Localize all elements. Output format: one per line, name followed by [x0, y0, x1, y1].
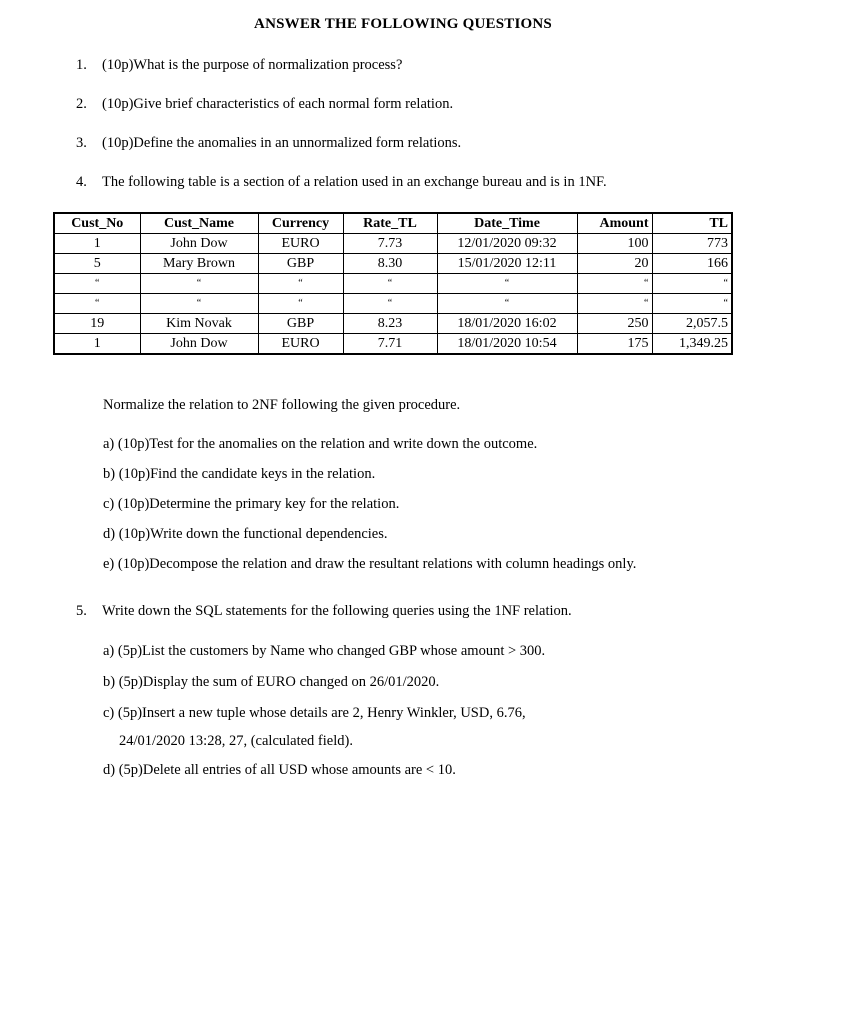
- q5-item-a: a) (5p)List the customers by Name who changed GBP whose amount > 300.: [103, 643, 546, 659]
- table-cell: John Dow: [140, 234, 258, 254]
- page-title: ANSWER THE FOLLOWING QUESTIONS: [254, 16, 552, 32]
- table-row-ditto: [54, 294, 732, 314]
- column-header: TL: [652, 213, 732, 234]
- q4-item-e: e) (10p)Decompose the relation and draw the resultant relations with column headings only.: [103, 556, 637, 572]
- ditto-mark: “: [258, 294, 343, 314]
- table-cell: John Dow: [140, 334, 258, 355]
- ditto-mark: “: [652, 294, 732, 314]
- question-text: Write down the SQL statements for the following queries using the 1NF relation.: [102, 603, 572, 619]
- question-text: (10p)Give brief characteristics of each normal form relation.: [102, 96, 454, 112]
- table-row: [54, 234, 732, 254]
- table-row: [54, 334, 732, 355]
- table-cell: 100: [577, 234, 652, 254]
- table-cell: 166: [652, 254, 732, 274]
- table-cell: 2,057.5: [652, 314, 732, 334]
- table-cell: 15/01/2020 12:11: [437, 254, 577, 274]
- ditto-mark: “: [652, 274, 732, 294]
- q4-item-b: b) (10p)Find the candidate keys in the relation.: [103, 466, 376, 482]
- table-cell: 1,349.25: [652, 334, 732, 355]
- question-number: 4.: [76, 174, 87, 190]
- column-header: Amount: [577, 213, 652, 234]
- question-number: 1.: [76, 57, 87, 73]
- column-header: Rate_TL: [343, 213, 437, 234]
- ditto-mark: “: [258, 274, 343, 294]
- question-number: 2.: [76, 96, 87, 112]
- column-header: Date_Time: [437, 213, 577, 234]
- table-cell: EURO: [258, 334, 343, 355]
- q5-item-b: b) (5p)Display the sum of EURO changed on 26/01/2020.: [103, 674, 440, 690]
- question-number: 5.: [76, 603, 87, 619]
- table-cell: 773: [652, 234, 732, 254]
- ditto-mark: “: [437, 274, 577, 294]
- relation-table: [53, 212, 733, 355]
- table-row-ditto: [54, 274, 732, 294]
- table-cell: EURO: [258, 234, 343, 254]
- table-cell: 18/01/2020 10:54: [437, 334, 577, 355]
- table-cell: GBP: [258, 254, 343, 274]
- table-cell: 20: [577, 254, 652, 274]
- ditto-mark: “: [140, 274, 258, 294]
- table-cell: 5: [54, 254, 140, 274]
- question-1: [76, 57, 402, 74]
- ditto-mark: “: [54, 274, 140, 294]
- ditto-mark: “: [437, 294, 577, 314]
- table-cell: Kim Novak: [140, 314, 258, 334]
- table-header-row: [54, 213, 732, 234]
- ditto-mark: “: [577, 294, 652, 314]
- question-4: [76, 174, 607, 191]
- question-text: (10p)What is the purpose of normalization process?: [102, 57, 403, 73]
- table-row: [54, 254, 732, 274]
- table-cell: 8.30: [343, 254, 437, 274]
- table-cell: 8.23: [343, 314, 437, 334]
- question-number: 3.: [76, 135, 87, 151]
- column-header: Cust_Name: [140, 213, 258, 234]
- table-cell: 12/01/2020 09:32: [437, 234, 577, 254]
- table-cell: GBP: [258, 314, 343, 334]
- table-cell: 18/01/2020 16:02: [437, 314, 577, 334]
- question-5: [76, 603, 572, 620]
- q4-item-c: c) (10p)Determine the primary key for the relation.: [103, 496, 400, 512]
- ditto-mark: “: [343, 274, 437, 294]
- q4-intro: Normalize the relation to 2NF following the given procedure.: [103, 397, 461, 413]
- q5-item-d: d) (5p)Delete all entries of all USD whose amounts are < 10.: [103, 762, 456, 778]
- table-row: [54, 314, 732, 334]
- table-cell: 19: [54, 314, 140, 334]
- table-cell: 250: [577, 314, 652, 334]
- ditto-mark: “: [54, 294, 140, 314]
- column-header: Currency: [258, 213, 343, 234]
- table-cell: 7.71: [343, 334, 437, 355]
- table-cell: 7.73: [343, 234, 437, 254]
- question-2: [76, 96, 453, 113]
- q4-item-a: a) (10p)Test for the anomalies on the relation and write down the outcome.: [103, 436, 538, 452]
- ditto-mark: “: [140, 294, 258, 314]
- question-text: (10p)Define the anomalies in an unnormalized form relations.: [102, 135, 462, 151]
- q5-item-c: c) (5p)Insert a new tuple whose details are 2, Henry Winkler, USD, 6.76,: [103, 705, 526, 721]
- q5-item-c-continued: 24/01/2020 13:28, 27, (calculated field).: [119, 733, 353, 749]
- table-cell: 1: [54, 334, 140, 355]
- q4-item-d: d) (10p)Write down the functional dependencies.: [103, 526, 388, 542]
- question-3: [76, 135, 461, 152]
- table-cell: Mary Brown: [140, 254, 258, 274]
- question-text: The following table is a section of a relation used in an exchange bureau and is in 1NF.: [102, 174, 607, 190]
- table-cell: 1: [54, 234, 140, 254]
- column-header: Cust_No: [54, 213, 140, 234]
- table-cell: 175: [577, 334, 652, 355]
- ditto-mark: “: [343, 294, 437, 314]
- ditto-mark: “: [577, 274, 652, 294]
